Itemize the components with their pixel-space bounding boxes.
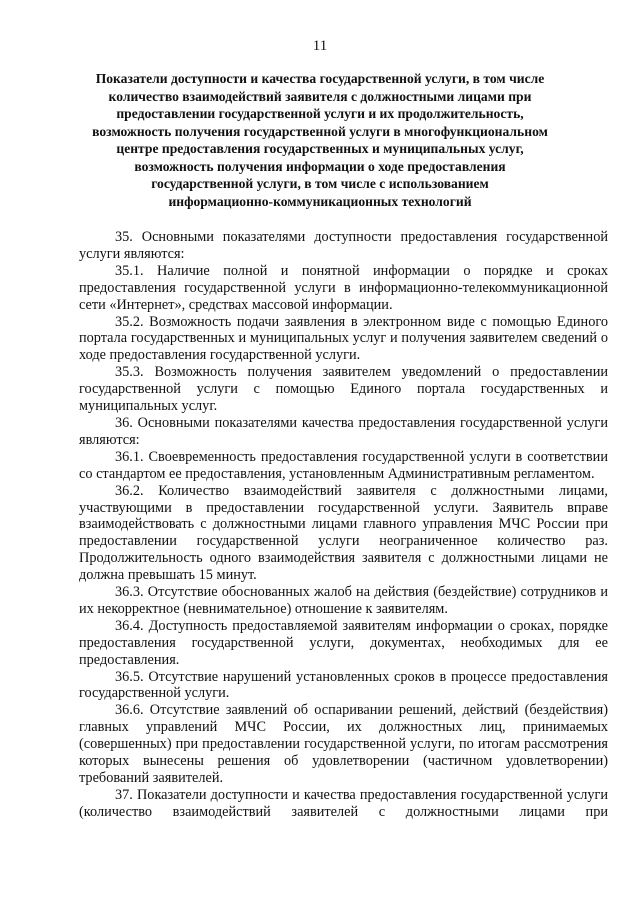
paragraph-36-5: 36.5. Отсутствие нарушений установленных сроков в процессе предоставления государственной услуги.: [79, 668, 608, 702]
document-body: [79, 229, 608, 821]
heading-line: возможность получения государственной услуги в многофункциональном: [92, 123, 548, 139]
heading-line: предоставлении государственной услуги и их продолжительность,: [116, 106, 524, 121]
heading-line: возможность получения информации о ходе предоставления: [134, 158, 506, 174]
paragraph-36-3: 36.3. Отсутствие обоснованных жалоб на действия (бездействие) сотрудников и их некорректное (невнимательное) отношение к заявителям.: [79, 584, 608, 617]
paragraph-35-1: 35.1. Наличие полной и понятной информации о порядке и сроках предоставления государственной услуги в информационно-телекоммуникационной сети «Интернет», средствах массовой информации.: [79, 262, 608, 313]
section-heading: [80, 70, 560, 210]
heading-line: информационно-коммуникационных технологий: [168, 193, 472, 209]
paragraph-36-4: 36.4. Доступность предоставляемой заявителям информации о сроках, порядке предоставления государственной услуги, документах, необходимых для ее предоставления.: [79, 617, 608, 668]
heading-line: Показатели доступности и качества государственной услуги, в том числе: [95, 71, 545, 86]
paragraph-35-2: 35.2. Возможность подачи заявления в электронном виде с помощью Единого портала государственных и муниципальных услуг и получения заявителем сведений о ходе предоставления государственной услуги.: [79, 313, 608, 364]
paragraph-36-1: 36.1. Своевременность предоставления государственной услуги в соответствии со стандартом ее предоставления, установленным Административным регламентом.: [79, 448, 608, 482]
paragraph-36: 36. Основными показателями качества предоставления государственной услуги являются:: [79, 414, 608, 448]
heading-line: государственной услуги, в том числе с использованием: [151, 176, 489, 191]
paragraph-35-3: 35.3. Возможность получения заявителем уведомлений о предоставлении государственной услуги с помощью Единого портала государственных и муниципальных услуг.: [79, 364, 608, 415]
paragraph-35: 35. Основными показателями доступности предоставления государственной услуги являются:: [79, 229, 608, 262]
paragraph-37: 37. Показатели доступности и качества предоставления государственной услуги (количество взаимодействий заявителей с должностными лицами при: [79, 786, 608, 820]
paragraph-36-6: 36.6. Отсутствие заявлений об оспаривании решений, действий (бездействия) главных управлений МЧС России, их должностных лиц, принимаемых (совершенных) при предоставлении государственной услуги, по итогам рассмотрения которых вынесены решения об удовлетворении (частичном удовлетворении) требований заявителей.: [79, 702, 608, 786]
heading-line: количество взаимодействий заявителя с должностными лицами при: [108, 88, 532, 104]
heading-line: центре предоставления государственных и муниципальных услуг,: [116, 141, 524, 156]
paragraph-36-2: 36.2. Количество взаимодействий заявителя с должностными лицами, участвующими в предоставлении государственной услуги. Заявитель вправе взаимодействовать с должностными лицами главного управления МЧС России при предоставлении государственной услуги неограниченное количество раз. Продолжительность одного взаимодействия заявителя с должностными лицами не должна превышать 15 минут.: [79, 482, 608, 584]
page-number: 11: [312, 38, 328, 54]
